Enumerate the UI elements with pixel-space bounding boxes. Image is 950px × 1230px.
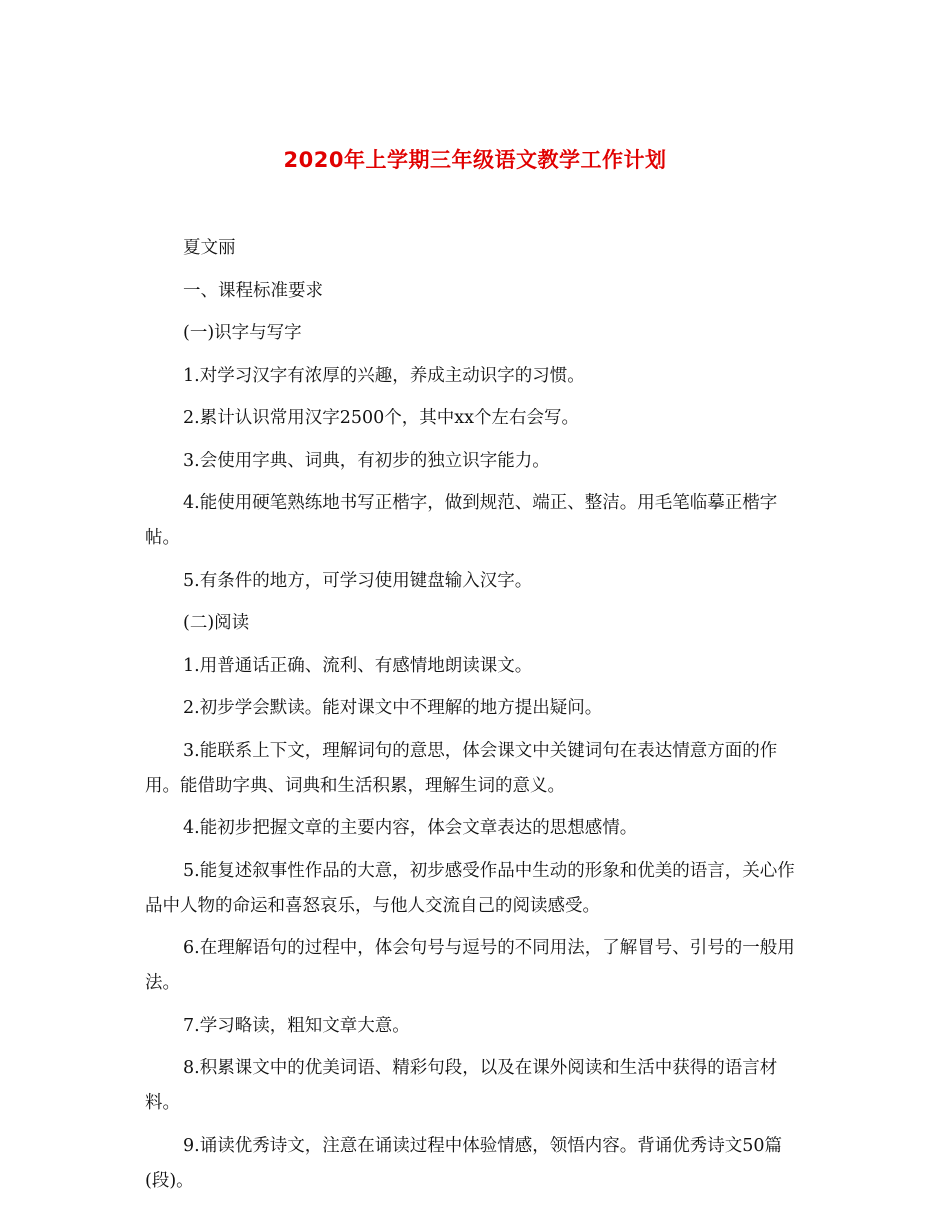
document-body xyxy=(145,231,805,1206)
list-item: 8.积累课文中的优美词语、精彩句段，以及在课外阅读和生活中获得的语言材料。 xyxy=(145,1058,778,1113)
list-item: 2.累计认识常用汉字2500个，其中xx个左右会写。 xyxy=(183,408,579,428)
list-item: 3.会使用字典、词典，有初步的独立识字能力。 xyxy=(183,450,550,471)
subsection-heading: (一)识字与写字 xyxy=(183,323,302,343)
list-item: 2.初步学会默读。能对课文中不理解的地方提出疑问。 xyxy=(183,698,603,718)
document-title: 2020年上学期三年级语文教学工作计划 xyxy=(283,148,667,172)
list-item: 9.诵读优秀诗文，注意在诵读过程中体验情感，领悟内容。背诵优秀诗文50篇(段)。 xyxy=(145,1135,782,1191)
list-item: 3.能联系上下文，理解词句的意思，体会课文中关键词句在表达情意方面的作用。能借助字典、词典和生活积累，理解生词的意义。 xyxy=(145,740,778,796)
author-name: 夏文丽 xyxy=(183,238,236,258)
list-item: 5.能复述叙事性作品的大意，初步感受作品中生动的形象和优美的语言，关心作品中人物的命运和喜怒哀乐，与他人交流自己的阅读感受。 xyxy=(145,860,795,916)
section-heading: 一、课程标准要求 xyxy=(183,280,323,301)
list-item: 4.能使用硬笔熟练地书写正楷字，做到规范、端正、整洁。用毛笔临摹正楷字帖。 xyxy=(145,493,778,548)
list-item: 7.学习略读，粗知文章大意。 xyxy=(183,1015,410,1036)
subsection-heading: (二)阅读 xyxy=(183,613,250,633)
list-item: 1.用普通话正确、流利、有感情地朗读课文。 xyxy=(183,655,533,676)
list-item: 6.在理解语句的过程中，体会句号与逗号的不同用法，了解冒号、引号的一般用法。 xyxy=(145,938,795,993)
list-item: 4.能初步把握文章的主要内容，体会文章表达的思想感情。 xyxy=(183,818,638,838)
list-item: 1.对学习汉字有浓厚的兴趣，养成主动识字的习惯。 xyxy=(183,365,585,386)
list-item: 5.有条件的地方，可学习使用键盘输入汉字。 xyxy=(183,570,533,591)
